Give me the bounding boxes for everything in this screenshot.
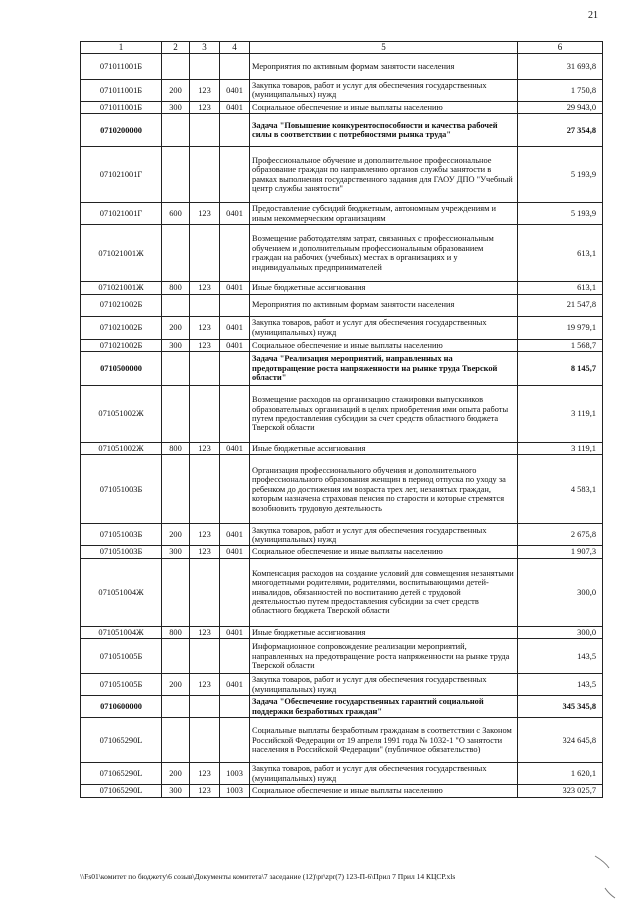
table-row bbox=[81, 443, 603, 455]
task-row bbox=[81, 114, 603, 147]
col4-cell: 1003 bbox=[220, 785, 250, 797]
code-cell: 0710600000 bbox=[81, 696, 162, 718]
col2-cell bbox=[162, 696, 190, 718]
table-row bbox=[81, 386, 603, 443]
col3-cell bbox=[190, 114, 220, 147]
col2-cell bbox=[162, 54, 190, 80]
col4-cell bbox=[220, 386, 250, 443]
col3-cell: 123 bbox=[190, 80, 220, 102]
table-row bbox=[81, 785, 603, 797]
col3-cell bbox=[190, 558, 220, 626]
description-cell: Возмещение расходов на организацию стажировки выпускников образовательных организаций в целях приобретения ими опыта работы путем предоставления субсидии за счет средств областного бюджета Тверской области bbox=[250, 386, 518, 443]
col4-cell: 0401 bbox=[220, 443, 250, 455]
table-row bbox=[81, 225, 603, 282]
col4-cell: 0401 bbox=[220, 626, 250, 638]
code-cell: 071021002Б bbox=[81, 294, 162, 316]
amount-cell: 8 145,7 bbox=[518, 352, 603, 386]
code-cell: 071021002Б bbox=[81, 339, 162, 351]
col3-cell: 123 bbox=[190, 546, 220, 558]
col2-cell: 800 bbox=[162, 282, 190, 294]
table-row bbox=[81, 294, 603, 316]
description-cell: Социальное обеспечение и иные выплаты населению bbox=[250, 785, 518, 797]
description-cell: Задача "Реализация мероприятий, направленных на предотвращение роста напряженности на рынке труда Тверской области" bbox=[250, 352, 518, 386]
col3-cell: 123 bbox=[190, 524, 220, 546]
col3-cell: 123 bbox=[190, 203, 220, 225]
amount-cell: 3 119,1 bbox=[518, 443, 603, 455]
code-cell: 071051002Ж bbox=[81, 443, 162, 455]
table-row bbox=[81, 282, 603, 294]
description-cell: Иные бюджетные ассигнования bbox=[250, 443, 518, 455]
table-row bbox=[81, 763, 603, 785]
amount-cell: 4 583,1 bbox=[518, 455, 603, 524]
col2-cell bbox=[162, 558, 190, 626]
table-row bbox=[81, 718, 603, 763]
corner-scribble-mark bbox=[575, 850, 625, 900]
col4-cell: 0401 bbox=[220, 674, 250, 696]
col2-cell bbox=[162, 294, 190, 316]
task-row bbox=[81, 352, 603, 386]
amount-cell: 143,5 bbox=[518, 674, 603, 696]
amount-cell: 27 354,8 bbox=[518, 114, 603, 147]
table-header-row bbox=[81, 42, 603, 54]
description-cell: Задача "Повышение конкурентоспособности и качества рабочей силы в соответствии с потребностями рынка труда" bbox=[250, 114, 518, 147]
amount-cell: 300,0 bbox=[518, 558, 603, 626]
description-cell: Социальное обеспечение и иные выплаты населению bbox=[250, 339, 518, 351]
code-cell: 071051003Б bbox=[81, 524, 162, 546]
col4-cell bbox=[220, 352, 250, 386]
table-row bbox=[81, 546, 603, 558]
col4-cell bbox=[220, 718, 250, 763]
header-col-4: 4 bbox=[220, 42, 250, 54]
code-cell: 071011001Б bbox=[81, 101, 162, 113]
col2-cell: 200 bbox=[162, 316, 190, 339]
col4-cell: 0401 bbox=[220, 282, 250, 294]
col3-cell: 123 bbox=[190, 316, 220, 339]
col3-cell bbox=[190, 225, 220, 282]
code-cell: 071051005Б bbox=[81, 639, 162, 674]
header-col-5: 5 bbox=[250, 42, 518, 54]
amount-cell: 1 750,8 bbox=[518, 80, 603, 102]
code-cell: 071051003Б bbox=[81, 546, 162, 558]
amount-cell: 2 675,8 bbox=[518, 524, 603, 546]
table-row bbox=[81, 80, 603, 102]
col4-cell bbox=[220, 558, 250, 626]
col3-cell bbox=[190, 718, 220, 763]
col3-cell bbox=[190, 294, 220, 316]
amount-cell: 21 547,8 bbox=[518, 294, 603, 316]
col2-cell bbox=[162, 386, 190, 443]
code-cell: 071065290L bbox=[81, 718, 162, 763]
description-cell: Закупка товаров, работ и услуг для обеспечения государственных (муниципальных) нужд bbox=[250, 80, 518, 102]
col4-cell: 0401 bbox=[220, 546, 250, 558]
col2-cell bbox=[162, 114, 190, 147]
description-cell: Мероприятия по активным формам занятости населения bbox=[250, 294, 518, 316]
code-cell: 071021001Ж bbox=[81, 282, 162, 294]
description-cell: Социальное обеспечение и иные выплаты населению bbox=[250, 546, 518, 558]
amount-cell: 613,1 bbox=[518, 225, 603, 282]
table-row bbox=[81, 674, 603, 696]
table-row bbox=[81, 626, 603, 638]
code-cell: 0710200000 bbox=[81, 114, 162, 147]
header-col-2: 2 bbox=[162, 42, 190, 54]
amount-cell: 324 645,8 bbox=[518, 718, 603, 763]
col2-cell: 800 bbox=[162, 626, 190, 638]
code-cell: 071051005Б bbox=[81, 674, 162, 696]
amount-cell: 3 119,1 bbox=[518, 386, 603, 443]
col3-cell: 123 bbox=[190, 626, 220, 638]
col3-cell: 123 bbox=[190, 101, 220, 113]
col2-cell bbox=[162, 718, 190, 763]
col4-cell bbox=[220, 455, 250, 524]
col2-cell bbox=[162, 225, 190, 282]
description-cell: Мероприятия по активным формам занятости населения bbox=[250, 54, 518, 80]
description-cell: Компенсация расходов на создание условий для совмещения незанятыми многодетными родителями, родителями, воспитывающими детей-инвалидов, обязанностей по воспитанию детей с трудовой деятельностью путем предоставления субсидии за счет средств областного бюджета Тверской области bbox=[250, 558, 518, 626]
code-cell: 071021001Ж bbox=[81, 225, 162, 282]
amount-cell: 1 568,7 bbox=[518, 339, 603, 351]
table-row bbox=[81, 203, 603, 225]
table-row bbox=[81, 639, 603, 674]
col3-cell: 123 bbox=[190, 339, 220, 351]
col4-cell: 0401 bbox=[220, 203, 250, 225]
description-cell: Предоставление субсидий бюджетным, автономным учреждениям и иным некоммерческим организациям bbox=[250, 203, 518, 225]
description-cell: Социальные выплаты безработным гражданам в соответствии с Законом Российской Федерации от 19 апреля 1991 года № 1032-1 "О занятости населения в Российской Федерации" (публичное обязательство) bbox=[250, 718, 518, 763]
col2-cell: 300 bbox=[162, 785, 190, 797]
description-cell: Социальное обеспечение и иные выплаты населению bbox=[250, 101, 518, 113]
col3-cell bbox=[190, 696, 220, 718]
col4-cell bbox=[220, 294, 250, 316]
col2-cell bbox=[162, 639, 190, 674]
col2-cell: 300 bbox=[162, 339, 190, 351]
table-row bbox=[81, 54, 603, 80]
col4-cell bbox=[220, 639, 250, 674]
col2-cell: 200 bbox=[162, 524, 190, 546]
table-row bbox=[81, 316, 603, 339]
description-cell: Закупка товаров, работ и услуг для обеспечения государственных (муниципальных) нужд bbox=[250, 316, 518, 339]
col3-cell: 123 bbox=[190, 674, 220, 696]
amount-cell: 143,5 bbox=[518, 639, 603, 674]
description-cell: Иные бюджетные ассигнования bbox=[250, 626, 518, 638]
description-cell: Иные бюджетные ассигнования bbox=[250, 282, 518, 294]
amount-cell: 31 693,8 bbox=[518, 54, 603, 80]
amount-cell: 345 345,8 bbox=[518, 696, 603, 718]
col4-cell: 0401 bbox=[220, 316, 250, 339]
col3-cell bbox=[190, 54, 220, 80]
code-cell: 071065290L bbox=[81, 763, 162, 785]
amount-cell: 323 025,7 bbox=[518, 785, 603, 797]
code-cell: 071051003Б bbox=[81, 455, 162, 524]
col3-cell: 123 bbox=[190, 282, 220, 294]
code-cell: 071021001Г bbox=[81, 147, 162, 203]
col3-cell: 123 bbox=[190, 443, 220, 455]
description-cell: Организация профессионального обучения и дополнительного профессионального образования женщин в период отпуска по уходу за ребенком до достижения им возраста трех лет, незанятых граждан, которым назначена страховая пенсия по старости и которые стремятся возобновить трудовую деятельность bbox=[250, 455, 518, 524]
description-cell: Профессиональное обучение и дополнительное профессиональное образование граждан по направлению органов службы занятости в рамках выполнения государственного задания для ГАОУ ДПО "Учебный центр службы занятости" bbox=[250, 147, 518, 203]
col4-cell: 1003 bbox=[220, 763, 250, 785]
amount-cell: 5 193,9 bbox=[518, 203, 603, 225]
header-col-3: 3 bbox=[190, 42, 220, 54]
col4-cell bbox=[220, 696, 250, 718]
col2-cell bbox=[162, 147, 190, 203]
col3-cell bbox=[190, 352, 220, 386]
code-cell: 071065290L bbox=[81, 785, 162, 797]
amount-cell: 1 620,1 bbox=[518, 763, 603, 785]
col2-cell: 300 bbox=[162, 546, 190, 558]
col2-cell: 300 bbox=[162, 101, 190, 113]
code-cell: 071051004Ж bbox=[81, 626, 162, 638]
col2-cell bbox=[162, 455, 190, 524]
code-cell: 071051002Ж bbox=[81, 386, 162, 443]
table-row bbox=[81, 101, 603, 113]
col3-cell bbox=[190, 455, 220, 524]
amount-cell: 613,1 bbox=[518, 282, 603, 294]
header-col-1: 1 bbox=[81, 42, 162, 54]
col4-cell bbox=[220, 225, 250, 282]
table-row bbox=[81, 558, 603, 626]
col3-cell: 123 bbox=[190, 785, 220, 797]
col3-cell bbox=[190, 639, 220, 674]
col2-cell: 200 bbox=[162, 80, 190, 102]
col4-cell bbox=[220, 114, 250, 147]
description-cell: Информационное сопровождение реализации мероприятий, направленных на предотвращение роста напряженности на рынке труда Тверской области bbox=[250, 639, 518, 674]
col2-cell: 800 bbox=[162, 443, 190, 455]
task-row bbox=[81, 696, 603, 718]
col4-cell bbox=[220, 147, 250, 203]
amount-cell: 19 979,1 bbox=[518, 316, 603, 339]
amount-cell: 1 907,3 bbox=[518, 546, 603, 558]
col4-cell: 0401 bbox=[220, 80, 250, 102]
code-cell: 071011001Б bbox=[81, 54, 162, 80]
amount-cell: 29 943,0 bbox=[518, 101, 603, 113]
page-number: 21 bbox=[588, 10, 598, 21]
description-cell: Закупка товаров, работ и услуг для обеспечения государственных (муниципальных) нужд bbox=[250, 674, 518, 696]
col3-cell bbox=[190, 386, 220, 443]
description-cell: Задача "Обеспечение государственных гарантий социальной поддержки безработных граждан" bbox=[250, 696, 518, 718]
budget-table bbox=[80, 41, 603, 798]
col4-cell: 0401 bbox=[220, 101, 250, 113]
col2-cell: 200 bbox=[162, 763, 190, 785]
file-path-footer: \\Fs01\комитет по бюджету\6 созыв\Документы комитета\7 заседание (12)\pr\zpr(7) 123-П-6\Прил 7 Прил 14 КЦСР.xls bbox=[80, 872, 456, 881]
col4-cell: 0401 bbox=[220, 524, 250, 546]
col2-cell bbox=[162, 352, 190, 386]
table-row bbox=[81, 339, 603, 351]
col3-cell: 123 bbox=[190, 763, 220, 785]
code-cell: 071021002Б bbox=[81, 316, 162, 339]
description-cell: Возмещение работодателям затрат, связанных с профессиональным обучением и дополнительным профессиональным образованием граждан на рабочих (учебных) местах в организациях и у индивидуальных предпринимателей bbox=[250, 225, 518, 282]
col2-cell: 200 bbox=[162, 674, 190, 696]
code-cell: 071021001Г bbox=[81, 203, 162, 225]
description-cell: Закупка товаров, работ и услуг для обеспечения государственных (муниципальных) нужд bbox=[250, 524, 518, 546]
table-row bbox=[81, 524, 603, 546]
description-cell: Закупка товаров, работ и услуг для обеспечения государственных (муниципальных) нужд bbox=[250, 763, 518, 785]
code-cell: 0710500000 bbox=[81, 352, 162, 386]
col2-cell: 600 bbox=[162, 203, 190, 225]
col3-cell bbox=[190, 147, 220, 203]
header-col-6: 6 bbox=[518, 42, 603, 54]
col4-cell bbox=[220, 54, 250, 80]
table-row bbox=[81, 147, 603, 203]
col4-cell: 0401 bbox=[220, 339, 250, 351]
amount-cell: 300,0 bbox=[518, 626, 603, 638]
code-cell: 071051004Ж bbox=[81, 558, 162, 626]
code-cell: 071011001Б bbox=[81, 80, 162, 102]
amount-cell: 5 193,9 bbox=[518, 147, 603, 203]
table-row bbox=[81, 455, 603, 524]
